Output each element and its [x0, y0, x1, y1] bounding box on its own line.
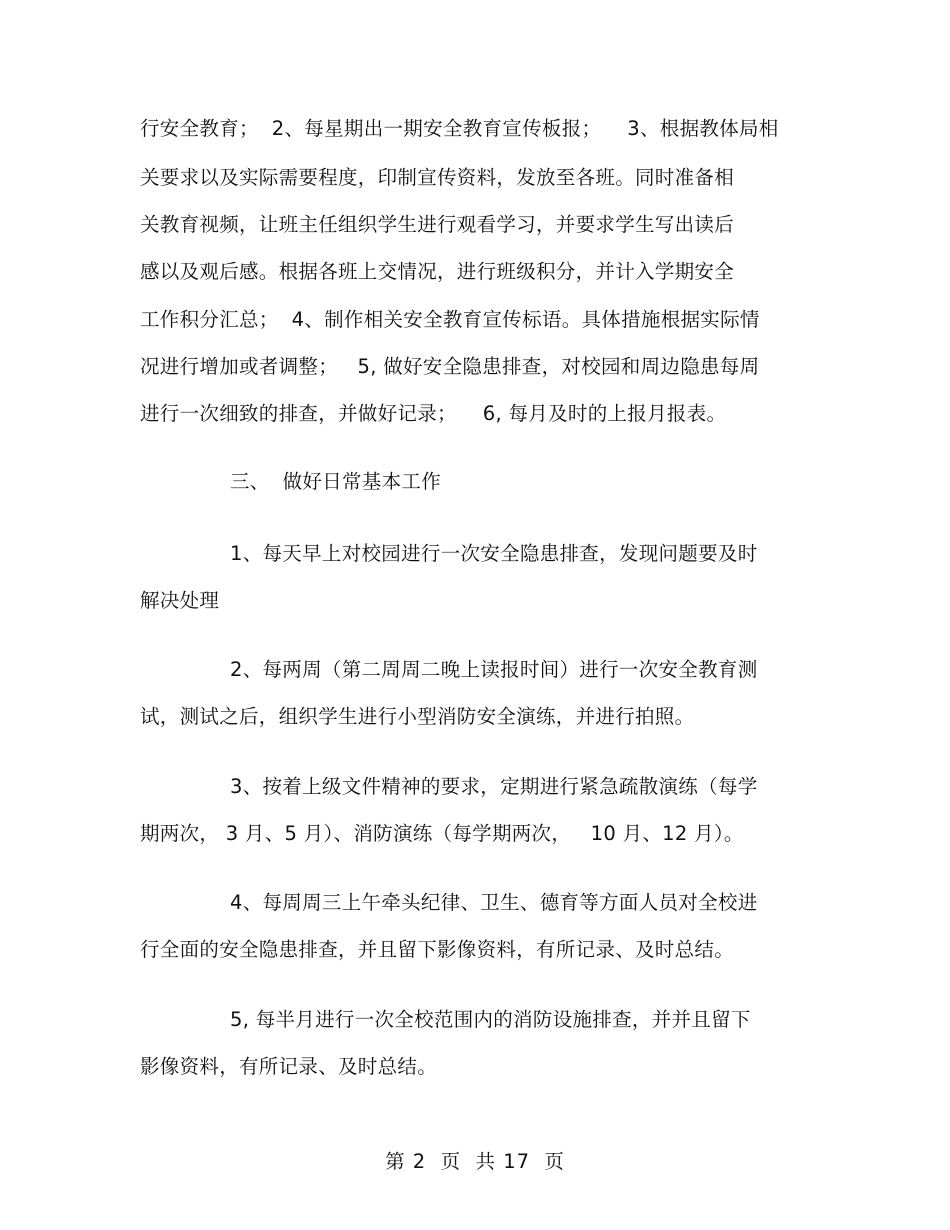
paragraph-line: 3、按着上级文件精神的要求，定期进行紧急疏散演练（每学: [230, 775, 758, 798]
paragraph-line: 况进行增加或者调整； 5, 做好安全隐患排查，对校园和周边隐患每周: [140, 355, 760, 378]
paragraph-line: 期两次， 3 月、5 月）、消防演练（每学期两次， 10 月、12 月）。: [140, 822, 744, 845]
paragraph-line: 2、每两周（第二周周二晚上读报时间）进行一次安全教育测: [230, 658, 758, 681]
section-heading: 三、 做好日常基本工作: [230, 470, 441, 493]
paragraph-line: 工作积分汇总； 4、制作相关安全教育宣传标语。具体措施根据实际情: [140, 308, 760, 331]
paragraph-line: 关教育视频，让班主任组织学生进行观看学习，并要求学生写出读后: [140, 213, 735, 236]
paragraph-line: 影像资料，有所记录、及时总结。: [140, 1055, 438, 1078]
paragraph-line: 行安全教育； 2、每星期出一期安全教育宣传板报； 3、根据教体局相: [140, 117, 779, 140]
paragraph-line: 4、每周周三上午牵头纪律、卫生、德育等方面人员对全校进: [230, 891, 758, 914]
paragraph-line: 解决处理: [140, 589, 220, 612]
paragraph-line: 5, 每半月进行一次全校范围内的消防设施排查，并并且留下: [230, 1008, 751, 1031]
paragraph-line: 感以及观后感。根据各班上交情况，进行班级积分，并计入学期安全: [140, 260, 735, 283]
paragraph-line: 1、每天早上对校园进行一次安全隐患排查，发现问题要及时: [230, 542, 758, 565]
paragraph-line: 行全面的安全隐患排查，并且留下影像资料，有所记录、及时总结。: [140, 938, 735, 961]
paragraph-line: 试，测试之后，组织学生进行小型消防安全演练，并进行拍照。: [140, 705, 695, 728]
paragraph-line: 关要求以及实际需要程度，印制宣传资料，发放至各班。同时准备相: [140, 166, 735, 189]
paragraph-line: 进行一次细致的排查，并做好记录； 6, 每月及时的上报月报表。: [140, 402, 727, 425]
page-footer: 第 2 页 共 17 页: [385, 1150, 565, 1173]
